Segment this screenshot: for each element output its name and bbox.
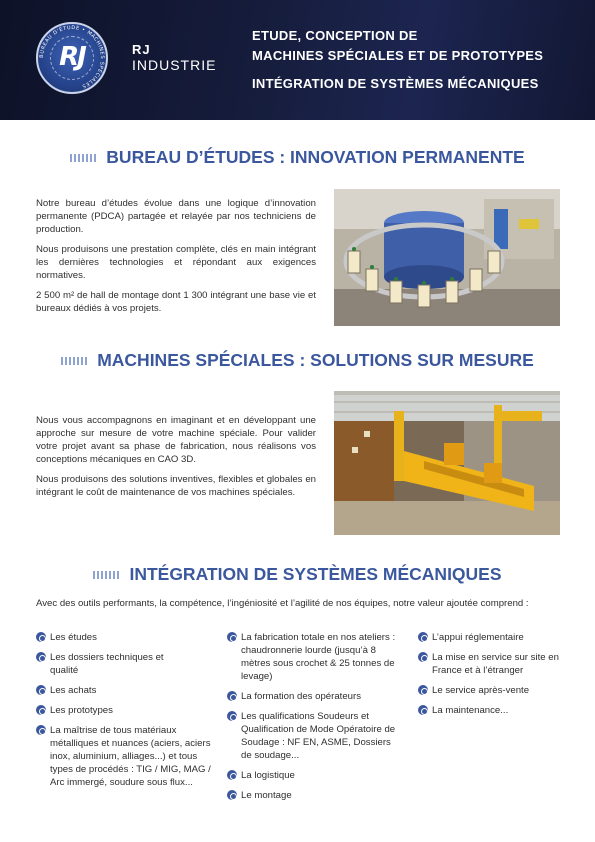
bullet-icon — [36, 632, 46, 642]
dotted-decoration-icon — [93, 571, 121, 579]
list-item — [418, 704, 568, 717]
list-item — [418, 631, 568, 644]
section-title-machines — [0, 350, 595, 371]
list-item — [36, 684, 214, 697]
section1-text — [36, 197, 316, 315]
list-item-text: Les études — [50, 632, 97, 643]
list-column-3 — [418, 631, 568, 724]
bullet-icon — [418, 652, 428, 662]
paragraph: 2 500 m² de hall de montage dont 1 300 intégrant une base vie et bureaux dédiés à vos projets. — [36, 290, 316, 314]
brand-subtitle: INDUSTRIE — [132, 57, 217, 73]
header-title-line1: ETUDE, CONCEPTION DE — [252, 28, 418, 43]
section-title-text: BUREAU D’ÉTUDES : INNOVATION PERMANENTE — [106, 147, 525, 167]
list-item-text: Les achats — [50, 685, 97, 696]
section-title-text: MACHINES SPÉCIALES : SOLUTIONS SUR MESURE — [97, 350, 534, 370]
list-item — [418, 651, 568, 677]
list-item-text: La formation des opérateurs — [241, 691, 361, 702]
paragraph: Nous produisons des solutions inventives, flexibles et globales en intégrant le coût de maintenance de vos machines spéciales. — [36, 474, 316, 498]
list-item-text: Les dossiers techniques et qualité — [50, 652, 164, 676]
list-item — [36, 651, 214, 677]
list-item-text: La maîtrise de tous matériaux métalliques et nuances (aciers, aciers inox, aluminium, alliages...) et tous types de procédés : TIG / MIG, MAG / Arc immergé, soudure sous flux... — [50, 725, 211, 788]
list-item — [418, 684, 568, 697]
photo-rotary-machine — [334, 189, 560, 326]
bullet-icon — [418, 705, 428, 715]
list-item — [227, 769, 405, 782]
list-item-text: La maintenance... — [432, 705, 509, 716]
list-item — [227, 789, 405, 802]
bullet-icon — [36, 705, 46, 715]
list-item-text: Les prototypes — [50, 705, 113, 716]
list-item — [227, 690, 405, 703]
photo-workshop — [334, 391, 560, 535]
list-item-text: La fabrication totale en nos ateliers : chaudronnerie lourde (jusqu’à 8 mètres sous crochet & 25 tonnes de levage) — [241, 632, 396, 682]
paragraph: Nous produisons une prestation complète, clés en main intégrant les dernières technologies et répondant aux exigences normatives. — [36, 244, 316, 281]
paragraph: Nous vous accompagnons en imaginant et en développant une approche sur mesure de votre machine spéciale. Pour valider votre projet avant sa phase de fabrication, nous réalisons vos conceptions mécaniques en CAO 3D. — [36, 415, 316, 465]
list-item — [227, 631, 405, 683]
bullet-icon — [418, 685, 428, 695]
bullet-icon — [36, 652, 46, 662]
section-title-text: INTÉGRATION DE SYSTÈMES MÉCANIQUES — [129, 564, 502, 584]
list-item — [36, 724, 214, 789]
list-column-2 — [227, 631, 405, 809]
rj-logo — [36, 22, 108, 94]
header-title-line2: MACHINES SPÉCIALES ET DE PROTOTYPES — [252, 48, 544, 63]
brand-name: RJ — [132, 42, 151, 57]
list-item-text: L’appui réglementaire — [432, 632, 524, 643]
header-title-line3: INTÉGRATION DE SYSTÈMES MÉCANIQUES — [252, 76, 539, 91]
list-item — [36, 631, 214, 644]
section-title-bureau — [0, 147, 595, 168]
list-item-text: Le service après-vente — [432, 685, 530, 696]
bullet-icon — [227, 770, 237, 780]
page-header — [0, 0, 595, 120]
list-item-text: La mise en service sur site en France et à l’étranger — [432, 652, 559, 676]
bullet-icon — [227, 691, 237, 701]
dotted-decoration-icon — [61, 357, 89, 365]
list-item-text: La logistique — [241, 770, 295, 781]
paragraph: Notre bureau d’études évolue dans une logique d’innovation permanente (PDCA) partagée et relayée par nos techniciens de production. — [36, 198, 316, 235]
list-item — [36, 704, 214, 717]
list-item-text: Les qualifications Soudeurs et Qualification de Mode Opératoire de Soudage : NF EN, ASME, Dossiers de soudage... — [241, 711, 396, 761]
section2-text — [36, 414, 316, 499]
logo-ring-text: BUREAU D'ÉTUDE • MACHINES SPÉCIALES — [38, 24, 106, 90]
list-column-1 — [36, 631, 214, 796]
section-title-integration — [0, 564, 595, 585]
bullet-icon — [227, 632, 237, 642]
logo-mark: RJ — [59, 42, 85, 72]
bullet-icon — [36, 725, 46, 735]
bullet-icon — [418, 632, 428, 642]
list-item-text: Le montage — [241, 790, 292, 801]
bullet-icon — [227, 711, 237, 721]
list-item — [227, 710, 405, 762]
bullet-icon — [227, 790, 237, 800]
dotted-decoration-icon — [70, 154, 98, 162]
section3-intro: Avec des outils performants, la compétence, l’ingéniosité et l’agilité de nos équipes, notre valeur ajoutée comprend : — [36, 598, 529, 609]
bullet-icon — [36, 685, 46, 695]
